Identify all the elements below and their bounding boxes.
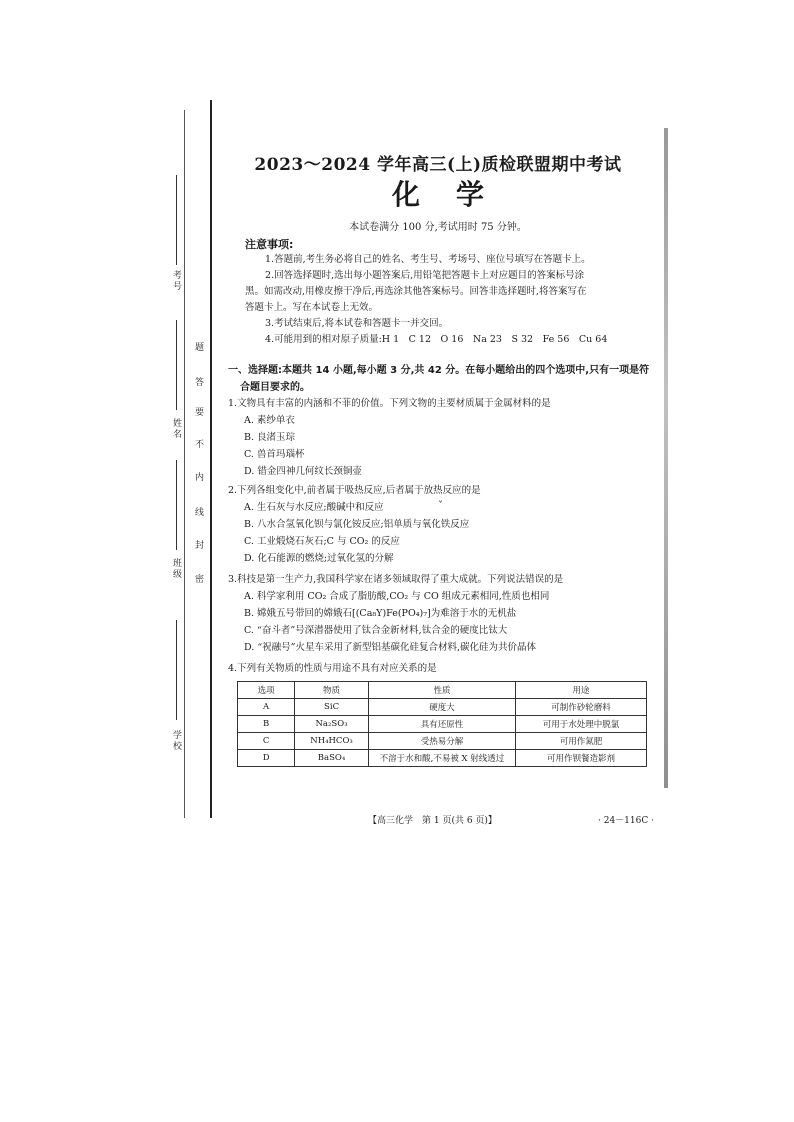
table-cell: Na₂SO₃ — [295, 716, 369, 733]
question-4 — [228, 660, 653, 677]
question-3 — [228, 571, 653, 656]
question-1 — [228, 395, 653, 480]
binding-line-outer — [184, 110, 185, 818]
question-stem: 4.下列有关物质的性质与用途不具有对应关系的是 — [228, 663, 437, 674]
notice-item: 1.答题前,考生务必将自己的姓名、考生号、考场号、座位号填写在答题卡上。 — [265, 254, 591, 265]
stray-mark: ˇ — [438, 501, 443, 512]
table-cell: A — [238, 699, 295, 716]
school-blank[interactable] — [176, 620, 177, 720]
exam-info: 本试卷满分 100 分,考试用时 75 分钟。 — [349, 222, 527, 233]
class-blank[interactable] — [176, 460, 177, 550]
notice-item: 2.回答选择题时,选出每小题答案后,用铅笔把答题卡上对应题目的答案标号涂 — [265, 270, 585, 281]
table-cell: SiC — [295, 699, 369, 716]
exam-number-blank[interactable] — [176, 175, 177, 265]
option: B. 嫦娥五号带回的嫦娥石[(Ca₈Y)Fe(PO₄)₇]为难溶于水的无机盐 — [244, 608, 517, 619]
exam-title: 2023～2024 学年高三(上)质检联盟期中考试 — [254, 155, 622, 175]
option: A. 生石灰与水反应;酸碱中和反应 — [244, 502, 384, 513]
option: D. 化石能源的燃烧;过氧化氢的分解 — [244, 553, 394, 564]
scan-shadow — [664, 128, 668, 788]
notice-list — [245, 252, 645, 348]
seal-char: 要 — [195, 408, 205, 418]
option: A. 素纱单衣 — [244, 415, 295, 426]
notice-item: 黑。如需改动,用橡皮擦干净后,再选涂其他答案标号。回答非选择题时,将答案写在 — [245, 286, 587, 297]
notice-item: 4.可能用到的相对原子质量:H 1 C 12 O 16 Na 23 S 32 Fe 56 Cu 64 — [265, 334, 608, 345]
margin-field-class: 班级 — [171, 558, 181, 580]
table-header-row — [238, 682, 647, 699]
option: C. 工业煅烧石灰石;C 与 CO₂ 的反应 — [244, 536, 400, 547]
seal-char: 密 — [195, 575, 205, 585]
option: D. “祝融号”火星车采用了新型铝基碳化硅复合材料,碳化硅为共价晶体 — [244, 642, 537, 653]
table-cell: 可用作氮肥 — [516, 733, 647, 750]
table-cell: 可用于水处理中脱氯 — [516, 716, 647, 733]
notice-heading: 注意事项: — [245, 238, 294, 251]
table-row — [238, 733, 647, 750]
table-cell: 可用作钡餐造影剂 — [516, 750, 647, 767]
question-stem: 2.下列各组变化中,前者属于吸热反应,后者属于放热反应的是 — [228, 485, 481, 496]
seal-char: 内 — [195, 473, 205, 483]
binding-line-inner — [210, 100, 212, 818]
table-cell: B — [238, 716, 295, 733]
footer-code: · 24－116C · — [598, 816, 654, 826]
table-cell: NH₄HCO₃ — [295, 733, 369, 750]
table-cell: 可制作砂轮磨料 — [516, 699, 647, 716]
margin-field-school: 学校 — [171, 730, 181, 752]
option: B. 良渚玉琮 — [244, 432, 296, 443]
table-row — [238, 750, 647, 767]
table-cell: C — [238, 733, 295, 750]
name-blank[interactable] — [176, 320, 177, 410]
section-line: 合题目要求的。 — [240, 382, 310, 393]
table-row — [238, 716, 647, 733]
table-header: 选项 — [238, 682, 295, 699]
table-header: 性质 — [368, 682, 515, 699]
option: C. 兽首玛瑙杯 — [244, 449, 305, 460]
seal-char: 题 — [195, 343, 205, 353]
table-header: 用途 — [516, 682, 647, 699]
question-stem: 3.科技是第一生产力,我国科学家在诸多领域取得了重大成就。下列说法错误的是 — [228, 574, 564, 585]
option: B. 八水合氢氧化钡与氯化铵反应;铝单质与氧化铁反应 — [244, 519, 470, 530]
option: C. “奋斗者”号深潜器使用了钛合金新材料,钛合金的硬度比钛大 — [244, 625, 508, 636]
table-cell: 硬度大 — [368, 699, 515, 716]
table-header: 物质 — [295, 682, 369, 699]
table-cell: D — [238, 750, 295, 767]
question-2 — [228, 482, 653, 567]
notice-item: 答题卡上。写在本试卷上无效。 — [245, 302, 379, 313]
seal-char: 封 — [195, 541, 205, 551]
section-line: 一、选择题:本题共 14 小题,每小题 3 分,共 42 分。在每小题给出的四个选项中,只有一项是符 — [228, 365, 650, 376]
notice-item: 3.考试结束后,将本试卷和答题卡一并交回。 — [265, 318, 449, 329]
property-table — [237, 681, 647, 767]
option: D. 错金四神几何纹长颈铜壶 — [244, 466, 362, 477]
margin-field-name: 姓名 — [171, 418, 181, 440]
table-cell: BaSO₄ — [295, 750, 369, 767]
footer-page-info: 【高三化学 第 1 页(共 6 页)】 — [368, 816, 497, 826]
seal-char: 答 — [195, 378, 205, 388]
seal-char: 不 — [195, 440, 205, 450]
table-cell: 受热易分解 — [368, 733, 515, 750]
section-heading — [228, 362, 653, 396]
table-cell: 不溶于水和酸,不易被 X 射线透过 — [368, 750, 515, 767]
seal-char: 线 — [195, 508, 205, 518]
table-cell: 具有还原性 — [368, 716, 515, 733]
table-row — [238, 699, 647, 716]
question-stem: 1.文物具有丰富的内涵和不菲的价值。下列文物的主要材质属于金属材料的是 — [228, 398, 551, 409]
margin-field-exam-number: 考号 — [171, 270, 181, 292]
subject-title: 化学 — [391, 178, 520, 211]
option: A. 科学家利用 CO₂ 合成了脂肪酸,CO₂ 与 CO 组成元素相同,性质也相同 — [244, 591, 550, 602]
